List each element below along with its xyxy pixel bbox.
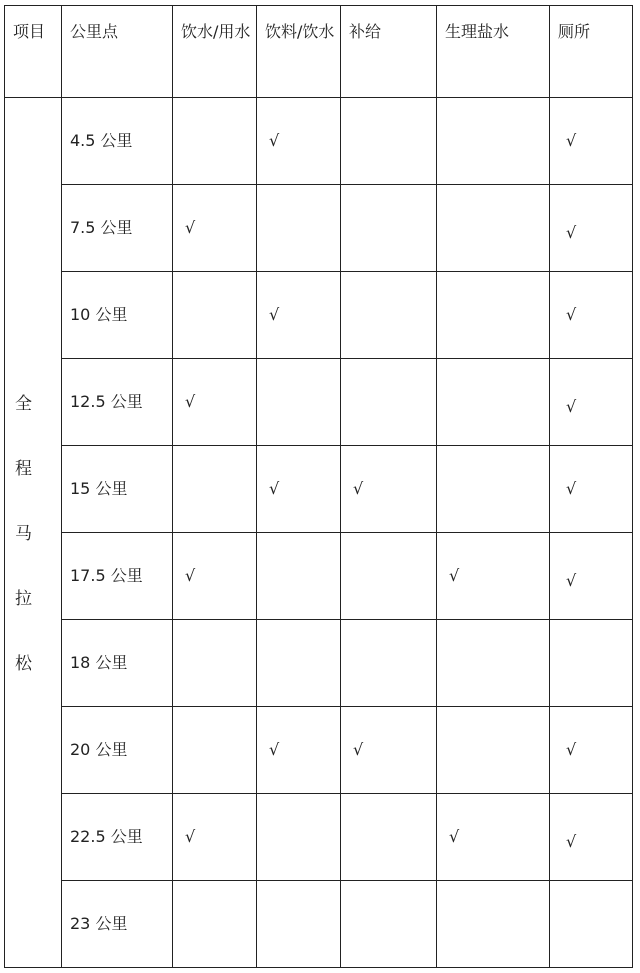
header-beverage: 饮料/饮水: [257, 6, 341, 98]
cell-beverage: [257, 98, 341, 185]
km-point-cell: 23 公里: [62, 881, 173, 968]
cell-supply: [341, 794, 437, 881]
check-mark-icon: √: [353, 740, 364, 759]
table-row: [5, 185, 633, 272]
cell-drinking-water: [173, 272, 257, 359]
check-mark-icon: √: [449, 566, 460, 585]
cell-drinking-water: [173, 533, 257, 620]
km-point-cell: 17.5 公里: [62, 533, 173, 620]
table-row: [5, 620, 633, 707]
cell-beverage: [257, 359, 341, 446]
cell-saline: [437, 533, 550, 620]
cell-saline: [437, 359, 550, 446]
km-point-cell: 12.5 公里: [62, 359, 173, 446]
check-mark-icon: √: [566, 131, 577, 150]
cell-supply: [341, 359, 437, 446]
check-mark-icon: √: [185, 566, 196, 585]
cell-saline: [437, 881, 550, 968]
project-label-char: 马: [15, 524, 32, 544]
km-point-cell: 18 公里: [62, 620, 173, 707]
check-mark-icon: √: [566, 740, 577, 759]
header-drinking-water: 饮水/用水: [173, 6, 257, 98]
cell-drinking-water: [173, 185, 257, 272]
cell-toilet: [550, 881, 633, 968]
check-mark-icon: √: [566, 832, 577, 851]
header-toilet: 厕所: [550, 6, 633, 98]
table-row: [5, 533, 633, 620]
cell-toilet: [550, 185, 633, 272]
table-row: [5, 272, 633, 359]
cell-beverage: [257, 272, 341, 359]
project-label-char: 全: [15, 394, 32, 414]
cell-supply: [341, 707, 437, 794]
cell-supply: [341, 272, 437, 359]
cell-toilet: [550, 272, 633, 359]
cell-supply: [341, 446, 437, 533]
check-mark-icon: √: [353, 479, 364, 498]
header-supply: 补给: [341, 6, 437, 98]
cell-saline: [437, 707, 550, 794]
km-point-cell: 4.5 公里: [62, 98, 173, 185]
cell-saline: [437, 446, 550, 533]
cell-drinking-water: [173, 794, 257, 881]
table-row: [5, 794, 633, 881]
cell-supply: [341, 98, 437, 185]
cell-supply: [341, 185, 437, 272]
cell-saline: [437, 98, 550, 185]
cell-toilet: [550, 98, 633, 185]
table-row: [5, 881, 633, 968]
check-mark-icon: √: [269, 131, 280, 150]
cell-beverage: [257, 794, 341, 881]
table-row: [5, 446, 633, 533]
cell-drinking-water: [173, 881, 257, 968]
cell-toilet: [550, 446, 633, 533]
cell-drinking-water: [173, 98, 257, 185]
check-mark-icon: √: [269, 740, 280, 759]
cell-saline: [437, 794, 550, 881]
check-mark-icon: √: [269, 479, 280, 498]
check-mark-icon: √: [566, 223, 577, 242]
cell-drinking-water: [173, 707, 257, 794]
check-mark-icon: √: [185, 218, 196, 237]
project-label-char: 程: [15, 459, 32, 479]
cell-saline: [437, 185, 550, 272]
cell-toilet: [550, 707, 633, 794]
km-point-cell: 7.5 公里: [62, 185, 173, 272]
check-mark-icon: √: [185, 827, 196, 846]
cell-supply: [341, 533, 437, 620]
check-mark-icon: √: [269, 305, 280, 324]
project-label-full-marathon: [15, 393, 32, 718]
cell-toilet: [550, 533, 633, 620]
check-mark-icon: √: [566, 479, 577, 498]
table-row: [5, 98, 633, 185]
project-label-char: 拉: [15, 589, 32, 609]
cell-beverage: [257, 185, 341, 272]
header-project: 项目: [5, 6, 62, 98]
km-point-cell: 15 公里: [62, 446, 173, 533]
km-point-cell: 22.5 公里: [62, 794, 173, 881]
check-mark-icon: √: [566, 397, 577, 416]
table-header-row: [5, 6, 633, 98]
cell-drinking-water: [173, 620, 257, 707]
marathon-supply-table: [4, 5, 633, 968]
project-label-char: 松: [15, 654, 32, 674]
table-row: [5, 359, 633, 446]
cell-drinking-water: [173, 359, 257, 446]
cell-supply: [341, 881, 437, 968]
project-cell: [5, 98, 62, 968]
cell-saline: [437, 620, 550, 707]
cell-supply: [341, 620, 437, 707]
km-point-cell: 10 公里: [62, 272, 173, 359]
cell-toilet: [550, 620, 633, 707]
check-mark-icon: √: [566, 305, 577, 324]
cell-saline: [437, 272, 550, 359]
cell-beverage: [257, 707, 341, 794]
cell-toilet: [550, 794, 633, 881]
cell-beverage: [257, 533, 341, 620]
check-mark-icon: √: [566, 571, 577, 590]
check-mark-icon: √: [449, 827, 460, 846]
header-km-point: 公里点: [62, 6, 173, 98]
km-point-cell: 20 公里: [62, 707, 173, 794]
cell-drinking-water: [173, 446, 257, 533]
header-saline: 生理盐水: [437, 6, 550, 98]
cell-beverage: [257, 446, 341, 533]
cell-beverage: [257, 881, 341, 968]
cell-toilet: [550, 359, 633, 446]
cell-beverage: [257, 620, 341, 707]
table-row: [5, 707, 633, 794]
check-mark-icon: √: [185, 392, 196, 411]
